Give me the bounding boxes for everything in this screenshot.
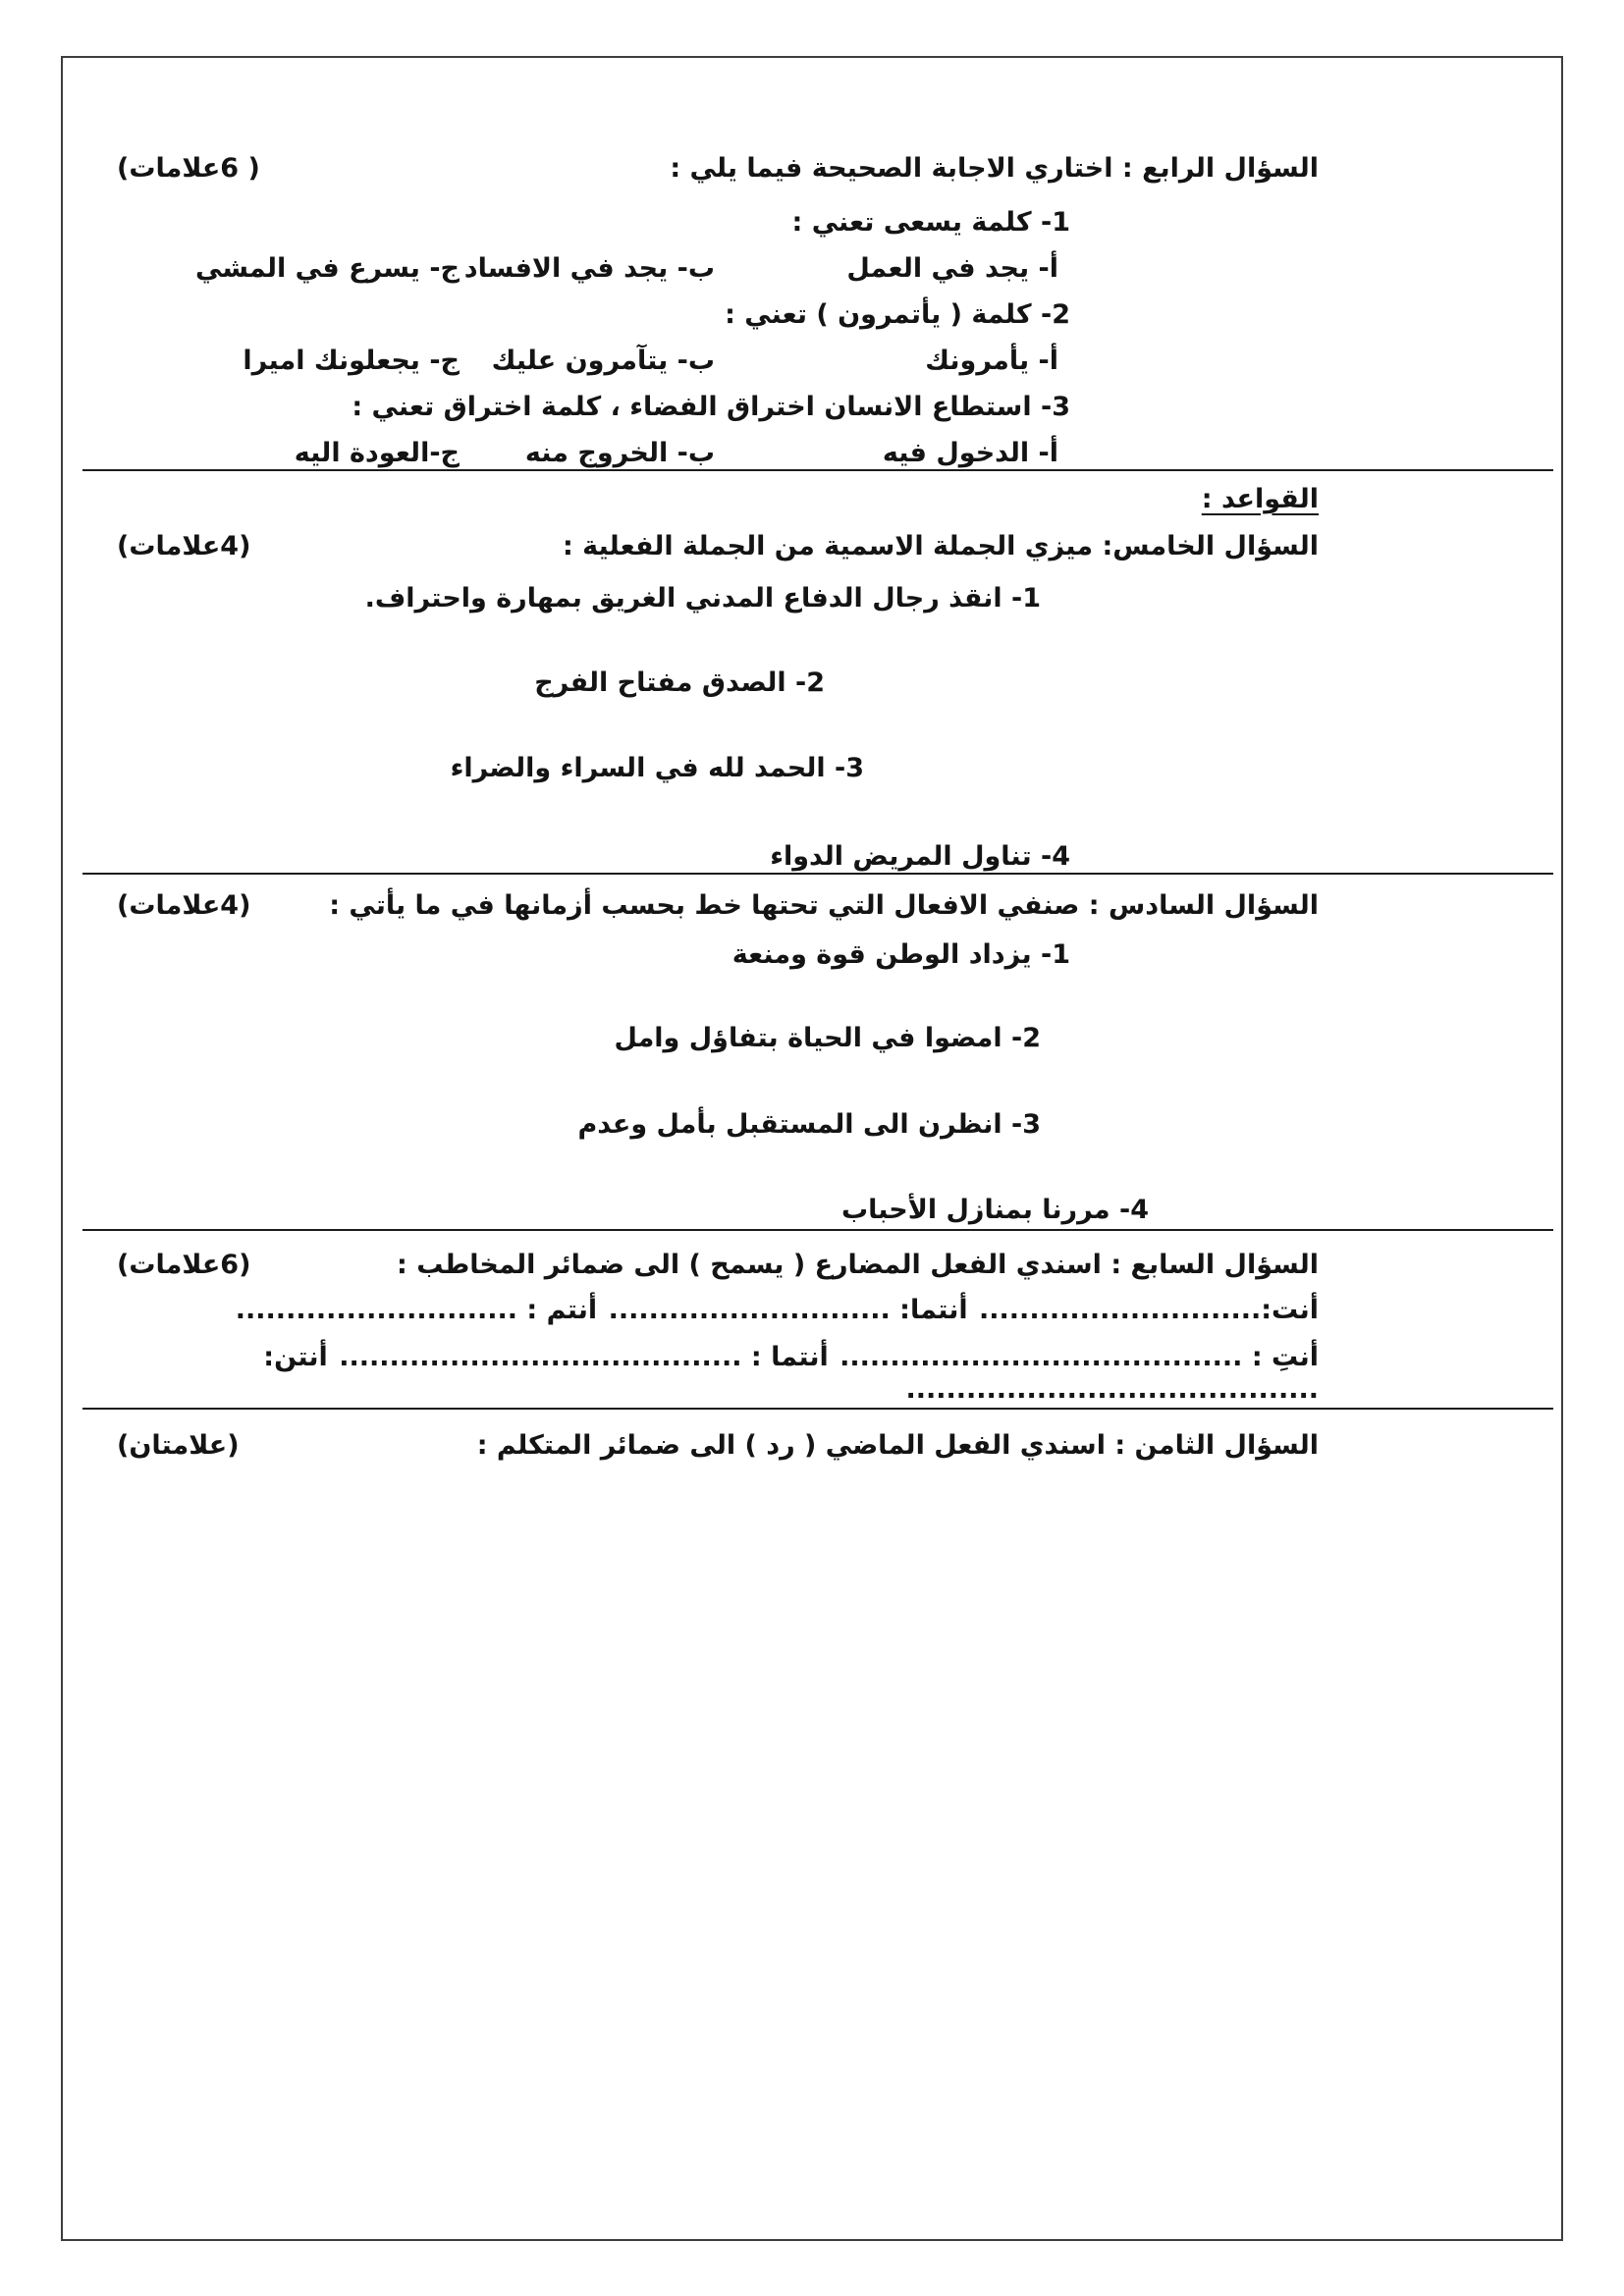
q8-header (117, 1429, 1319, 1462)
q4-item-2-option-a: أ- يأمرونك (925, 346, 1058, 376)
q6-item-1: 1- يزداد الوطن قوة ومنعة (731, 939, 1070, 970)
q6-item-3: 3- انظرن الى المستقبل بأمل وعدم (577, 1109, 1041, 1140)
q4-item-2-stem: 2- كلمة ( يأتمرون ) تعني : (725, 299, 1070, 330)
q6-item-2: 2- امضوا في الحياة بتفاؤل وامل (614, 1023, 1041, 1053)
q7-header (117, 1249, 1319, 1281)
q5-title: السؤال الخامس: ميزي الجملة الاسمية من الجملة الفعلية : (562, 531, 1319, 561)
q6-header (117, 889, 1319, 922)
divider-after-q5 (82, 873, 1553, 875)
q6-title: السؤال السادس : صنفي الافعال التي تحتها خط بحسب أزمانها في ما يأتي : (329, 890, 1319, 921)
q8-title: السؤال الثامن : اسندي الفعل الماضي ( رد ) الى ضمائر المتكلم : (476, 1430, 1319, 1461)
q4-item-2-option-c: ج- يجعلونك اميرا (243, 346, 460, 376)
q4-item-1-option-c: ج- يسرع في المشي (195, 253, 460, 284)
q7-blank-antuma-f: أنتما : ........................................ (339, 1342, 829, 1372)
q4-item-1-options (63, 252, 1561, 285)
q5-item-4: 4- تناول المريض الدواء (770, 841, 1070, 872)
page-border (61, 56, 1563, 2241)
q4-item-2-option-b: ب- يتآمرون عليك (491, 346, 715, 376)
q7-blank-anti: أنتِ : ........................................ (839, 1342, 1319, 1372)
q5-item-2: 2- الصدق مفتاح الفرج (534, 667, 825, 698)
q8-marks: (علامتان) (117, 1430, 240, 1461)
q4-item-3-option-b: ب- الخروج منه (524, 438, 715, 468)
q5-marks: (4علامات) (117, 531, 251, 561)
q5-header (117, 530, 1319, 562)
q4-item-3-option-c: ج-العودة اليه (294, 438, 460, 468)
q5-item-3: 3- الحمد لله في السراء والضراء (450, 753, 864, 783)
divider-after-q4 (82, 469, 1553, 471)
divider-after-q7 (82, 1408, 1553, 1410)
q4-item-3-option-a: أ- الدخول فيه (882, 438, 1058, 468)
q7-blank-anta: أنت:............................ (979, 1295, 1319, 1325)
q4-item-3-stem: 3- استطاع الانسان اختراق الفضاء ، كلمة اختراق تعني : (352, 392, 1070, 422)
q6-item-4: 4- مررنا بمنازل الأحباب (840, 1195, 1149, 1225)
q7-blank-antum: أنتم : ............................ (235, 1295, 598, 1325)
q7-blank-antuma: أنتما: ............................ (608, 1295, 968, 1325)
grammar-heading: القواعد : (1201, 484, 1319, 514)
q7-blank-antunna: أنتن: ......................................... (263, 1342, 1319, 1405)
divider-after-q6 (82, 1229, 1553, 1231)
q7-title: السؤال السابع : اسندي الفعل المضارع ( يسمح ) الى ضمائر المخاطب : (397, 1250, 1319, 1280)
q7-blanks-line-1 (117, 1294, 1319, 1326)
exam-content (63, 58, 1561, 2239)
q4-item-3-options (63, 437, 1561, 469)
q5-item-1: 1- انقذ رجال الدفاع المدني الغريق بمهارة واحتراف. (364, 583, 1041, 614)
q4-item-1-stem: 1- كلمة يسعى تعني : (791, 207, 1070, 238)
q4-header (117, 152, 1319, 185)
q4-item-1-option-b: ب- يجد في الافساد (463, 253, 715, 284)
q7-blanks-line-2 (117, 1341, 1319, 1406)
q4-marks: ( 6علامات) (117, 153, 260, 184)
q7-marks: (6علامات) (117, 1250, 251, 1280)
q6-marks: (4علامات) (117, 890, 251, 921)
q4-item-2-options (63, 345, 1561, 377)
q4-title: السؤال الرابع : اختاري الاجابة الصحيحة فيما يلي : (670, 153, 1319, 184)
q4-item-1-option-a: أ- يجد في العمل (846, 253, 1058, 284)
